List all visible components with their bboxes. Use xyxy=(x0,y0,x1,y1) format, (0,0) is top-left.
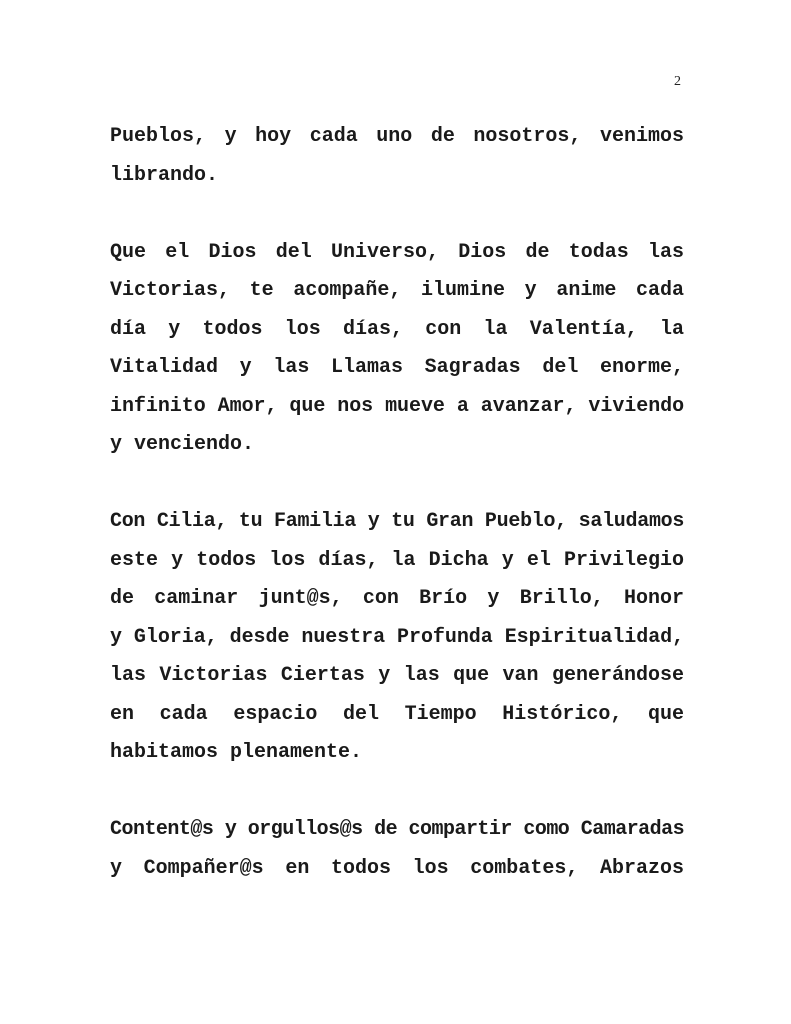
text-line: librando. xyxy=(110,163,219,187)
text-line: de caminar junt@s, con Brío y Brillo, Honor xyxy=(110,587,684,610)
text-line: Vitalidad y las Llamas Sagradas del enorme, xyxy=(110,356,684,379)
text-line: infinito Amor, que nos mueve a avanzar, viviendo xyxy=(110,394,685,418)
paragraph-2 xyxy=(110,234,684,465)
text-line: habitamos plenamente. xyxy=(110,741,363,764)
text-line: Con Cilia, tu Familia y tu Gran Pueblo, saludamos xyxy=(110,510,685,533)
text-line: Content@s y orgullos@s de compartir como Camaradas xyxy=(110,818,685,841)
text-line: Pueblos, y hoy cada uno de nosotros, venimos xyxy=(110,125,684,148)
text-line: y Gloria, desde nuestra Profunda Espiritualidad, xyxy=(110,625,685,649)
page-number: 2 xyxy=(674,74,681,89)
text-line: día y todos los días, con la Valentía, la xyxy=(110,317,684,341)
text-line: este y todos los días, la Dicha y el Privilegio xyxy=(110,548,684,572)
text-line: y Compañer@s en todos los combates, Abrazos xyxy=(110,856,684,880)
letter-body xyxy=(110,118,684,927)
text-line: Victorias, te acompañe, ilumine y anime cada xyxy=(110,279,684,302)
paragraph-4 xyxy=(110,811,684,888)
paragraph-1 xyxy=(110,118,684,195)
paragraph-3 xyxy=(110,503,684,773)
text-line: las Victorias Ciertas y las que van generándose xyxy=(110,664,684,687)
text-line: Que el Dios del Universo, Dios de todas las xyxy=(110,240,684,264)
text-line: en cada espacio del Tiempo Histórico, que xyxy=(110,702,684,726)
text-line: y venciendo. xyxy=(110,433,255,456)
